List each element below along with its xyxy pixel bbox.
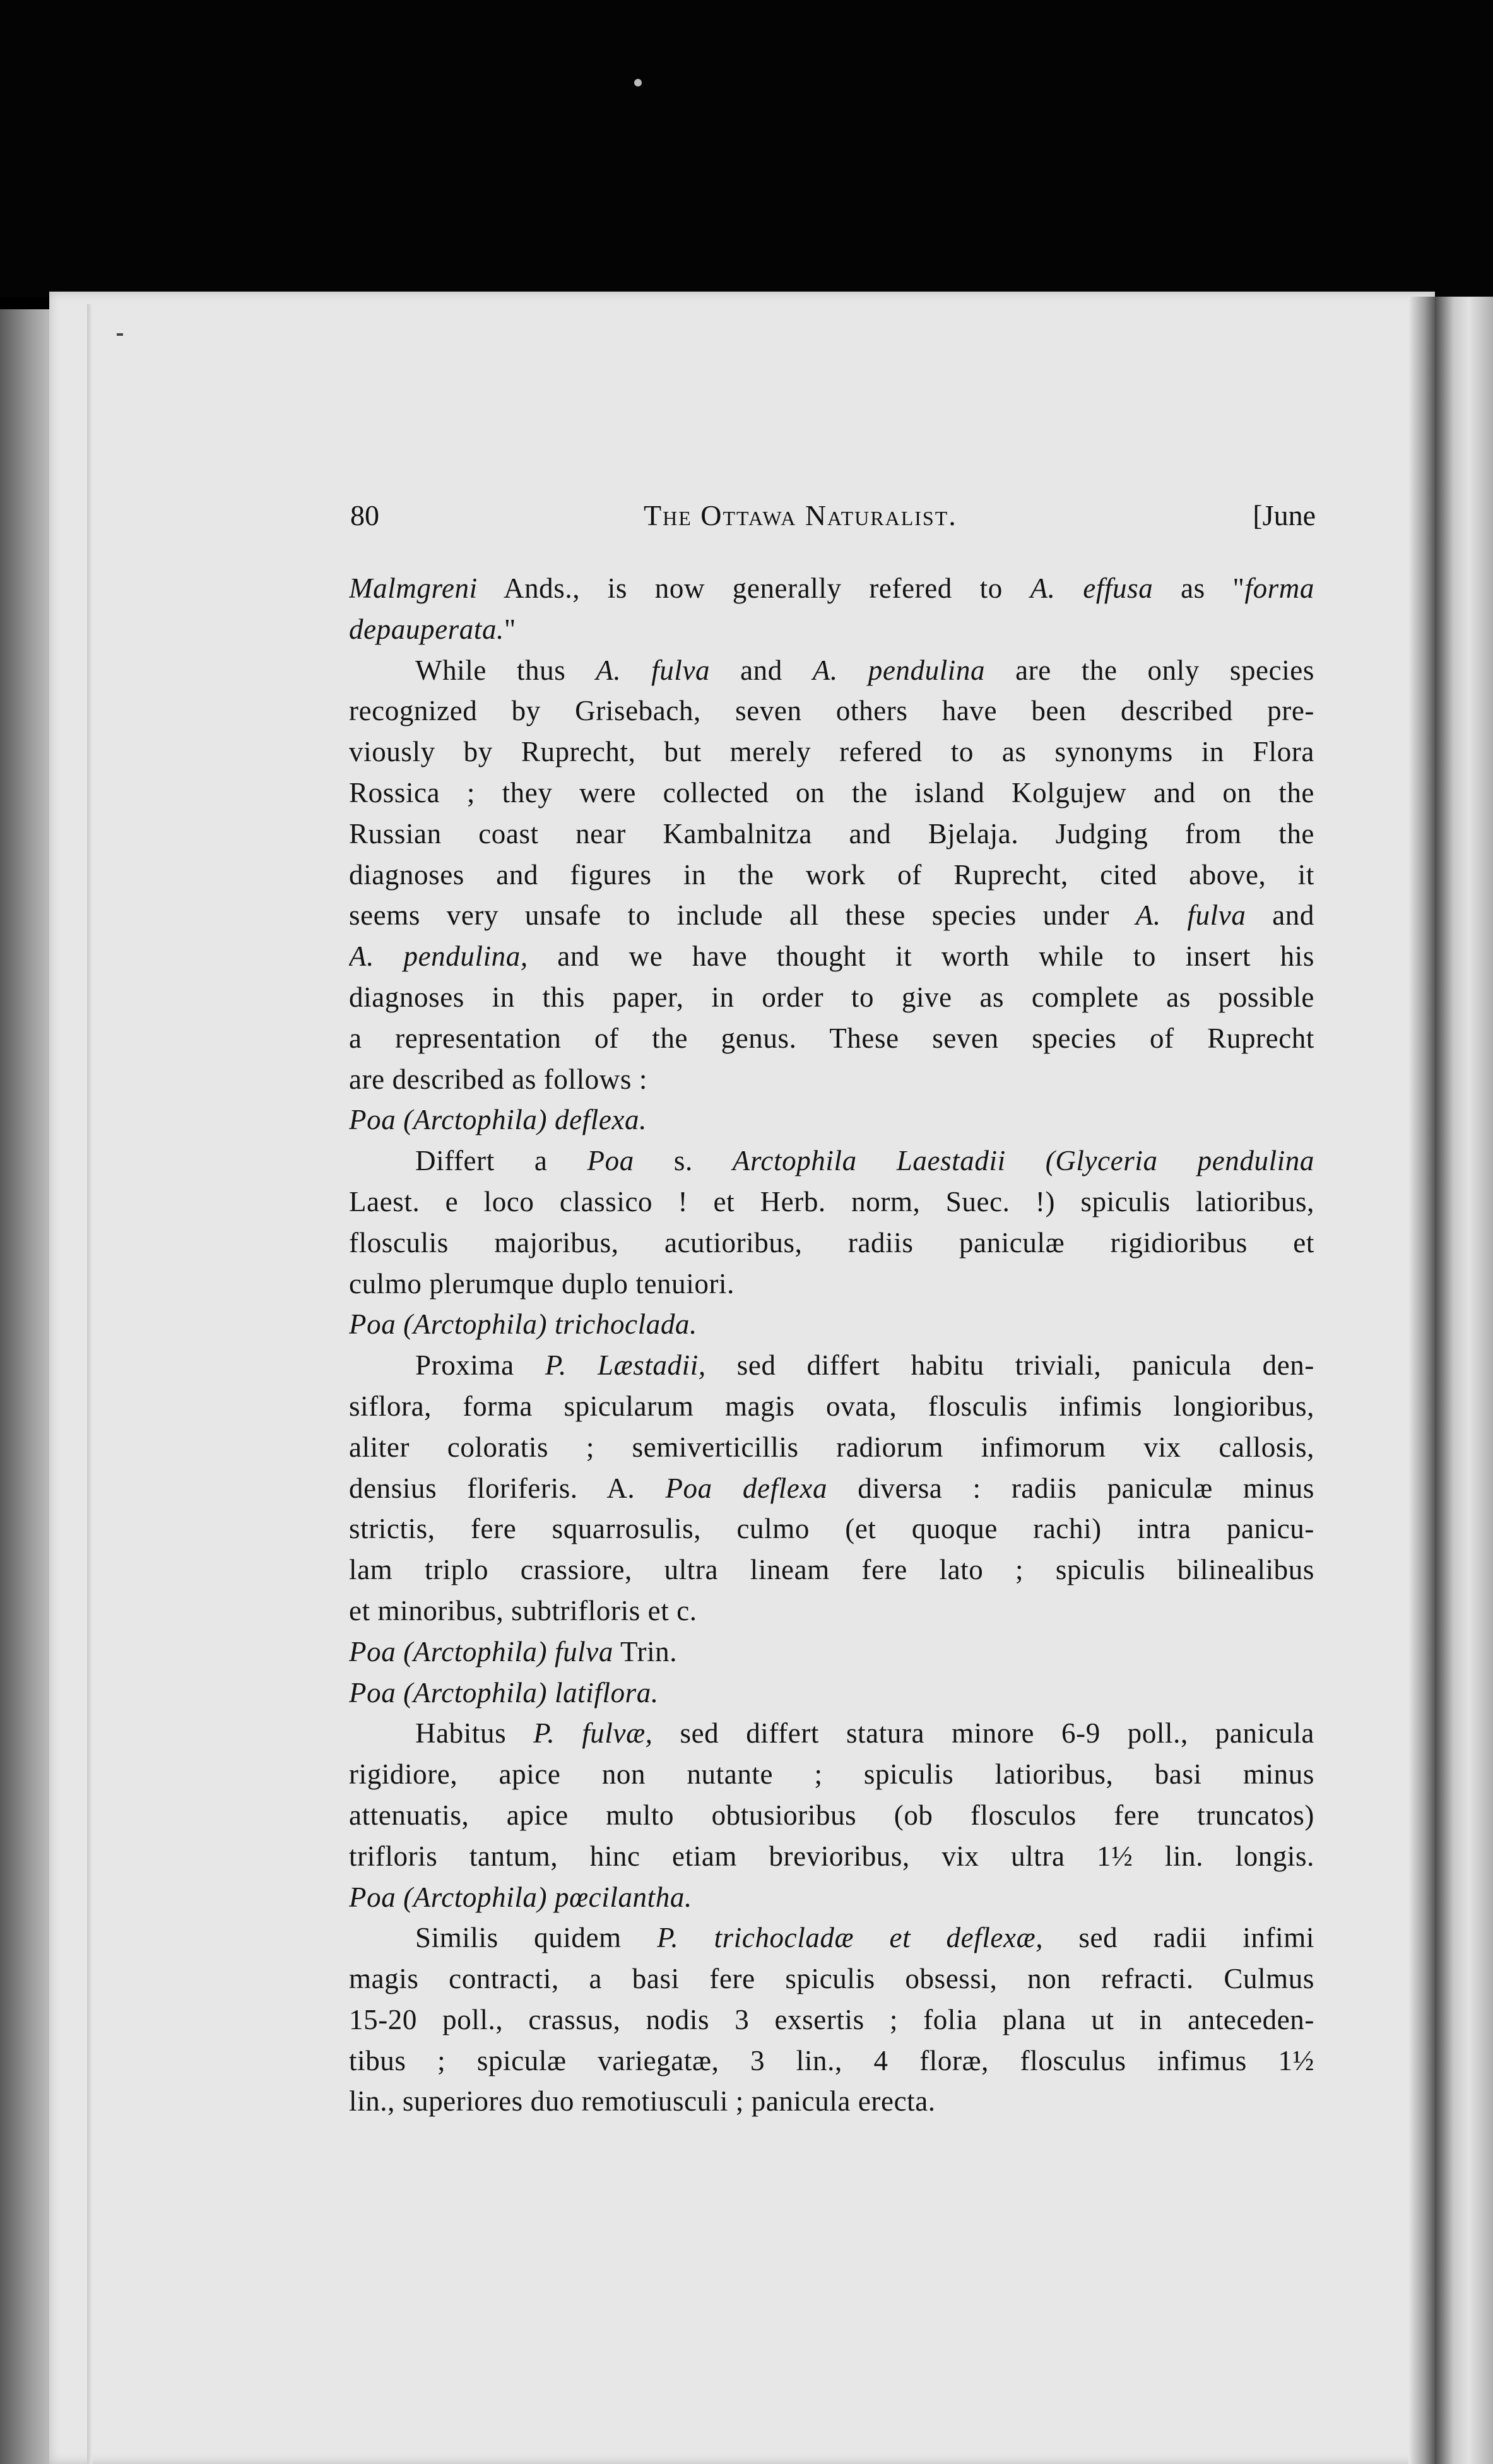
text-span: are described as follows : — [349, 1063, 647, 1095]
text-span: diversa : radiis paniculæ minus — [827, 1472, 1314, 1504]
issue-month: [June — [1253, 499, 1316, 531]
text-line — [349, 1958, 1314, 1999]
text-line — [349, 1182, 1314, 1223]
species-heading — [349, 1673, 1314, 1714]
text-line — [349, 1468, 1314, 1509]
text-span: trifloris tantum, hinc etiam brevioribus, vix ultra 1½ lin. longis. — [349, 1840, 1314, 1872]
text-span: Poa deflexa — [665, 1472, 828, 1504]
page-mark — [117, 333, 123, 336]
text-span: a representation of the genus. These seven species of Ruprecht — [349, 1022, 1314, 1054]
text-line — [349, 1223, 1314, 1264]
text-span: Poa (Arctophila) trichoclada. — [349, 1308, 697, 1341]
text-line — [349, 690, 1314, 732]
species-heading — [349, 1099, 1314, 1140]
text-span: magis contracti, a basi fere spiculis obsessi, non refracti. Culmus — [349, 1963, 1314, 1995]
text-line — [349, 609, 1314, 650]
text-span: P. trichocladæ et deflexæ, — [657, 1922, 1044, 1954]
scan-speck — [634, 79, 642, 86]
text-span: Similis quidem — [415, 1922, 658, 1954]
text-line — [349, 936, 1314, 977]
text-line — [349, 977, 1314, 1018]
text-span: Russian coast near Kambalnitza and Bjelaja. Judging from the — [349, 817, 1314, 850]
text-span: A. pendulina — [812, 654, 986, 686]
text-line — [349, 1917, 1314, 1958]
text-span: P. fulvæ, — [533, 1717, 653, 1750]
text-span: A. fulva — [596, 654, 711, 686]
text-span: sed differt statura minore 6-9 poll., panicula — [652, 1717, 1314, 1750]
text-line — [349, 650, 1314, 691]
species-heading — [349, 1632, 1314, 1673]
running-header — [350, 499, 1316, 543]
text-line — [349, 1386, 1314, 1427]
text-line — [349, 814, 1314, 855]
right-page-stack — [1432, 297, 1493, 2464]
text-line — [349, 1508, 1314, 1549]
text-span: strictis, fere squarrosulis, culmo (et quoque rachi) intra panicu- — [349, 1513, 1314, 1545]
text-span: seems very unsafe to include all these species under — [349, 899, 1136, 932]
text-span: tibus ; spiculæ variegatæ, 3 lin., 4 floræ, flosculus infimus 1½ — [349, 2044, 1314, 2076]
species-heading — [349, 1877, 1314, 1918]
text-span: Poa (Arctophila) deflexa. — [349, 1104, 647, 1136]
page-number: 80 — [350, 499, 379, 531]
text-line — [349, 1590, 1314, 1632]
text-span: recognized by Grisebach, seven others have been described pre- — [349, 695, 1314, 727]
text-span: Ands., is now generally refered to — [477, 572, 1030, 604]
text-span: Trin. — [613, 1635, 678, 1667]
text-line — [349, 1795, 1314, 1836]
page-right-shadow — [1408, 297, 1435, 2464]
text-span: flosculis majoribus, acutioribus, radiis paniculæ rigidioribus et — [349, 1226, 1314, 1259]
text-span: Arctophila Laestadii (Glyceria pendulina — [732, 1145, 1314, 1177]
body-text — [349, 568, 1314, 2122]
text-span: A. fulva — [1135, 899, 1246, 932]
text-span: lam triplo crassiore, ultra lineam fere lato ; spiculis bilinealibus — [349, 1554, 1314, 1586]
text-span: A. pendulina, — [349, 940, 528, 973]
scan-background — [0, 0, 1493, 297]
text-line — [349, 1999, 1314, 2040]
text-span: rigidiore, apice non nutante ; spiculis latioribus, basi minus — [349, 1758, 1314, 1791]
text-line — [349, 1754, 1314, 1795]
text-span: 15-20 poll., crassus, nodis 3 exsertis ; folia plana ut in anteceden- — [349, 2003, 1314, 2035]
left-page-edge — [0, 309, 50, 2464]
text-span: Habitus — [415, 1717, 534, 1750]
text-span: culmo plerumque duplo tenuiori. — [349, 1267, 735, 1300]
text-span: Differt a — [415, 1145, 587, 1177]
text-span: sed radii infimi — [1043, 1922, 1314, 1954]
journal-title: The Ottawa Naturalist. — [644, 499, 957, 531]
text-span: diagnoses in this paper, in order to give as complete as possible — [349, 981, 1314, 1013]
species-heading — [349, 1304, 1314, 1345]
text-span: et minoribus, subtrifloris et c. — [349, 1594, 697, 1626]
text-span: densius floriferis. A. — [349, 1472, 666, 1504]
text-span: siflora, forma spicularum magis ovata, flosculis infimis longioribus, — [349, 1390, 1314, 1422]
text-span: lin., superiores duo remotiusculi ; panicula erecta. — [349, 2085, 936, 2118]
text-span: and we have thought it worth while to insert his — [528, 940, 1314, 973]
text-span: s. — [634, 1145, 733, 1177]
text-span: Poa (Arctophila) fulva — [349, 1635, 613, 1667]
text-line — [349, 1549, 1314, 1590]
text-span: attenuatis, apice multo obtusioribus (ob flosculos fere truncatos) — [349, 1799, 1314, 1831]
text-span: A. effusa — [1030, 572, 1154, 604]
text-line — [349, 2081, 1314, 2122]
text-span: aliter coloratis ; semiverticillis radiorum infimorum vix callosis, — [349, 1431, 1314, 1463]
text-line — [349, 1059, 1314, 1100]
text-line — [349, 773, 1314, 814]
text-line — [349, 1345, 1314, 1386]
text-line — [349, 1140, 1314, 1182]
text-span: Proxima — [415, 1349, 545, 1382]
text-span: as " — [1153, 572, 1245, 604]
text-span: Poa (Arctophila) latiflora. — [349, 1676, 659, 1709]
text-span: forma — [1244, 572, 1314, 604]
text-line — [349, 1018, 1314, 1059]
text-span: and — [1246, 899, 1314, 932]
text-span: Poa (Arctophila) pœcilantha. — [349, 1881, 692, 1913]
text-span: are the only species — [985, 654, 1314, 686]
text-line — [349, 1427, 1314, 1468]
text-line — [349, 568, 1314, 609]
text-span: viously by Ruprecht, but merely refered to as synonyms in Flora — [349, 736, 1314, 768]
text-line — [349, 895, 1314, 936]
text-span: and — [710, 654, 813, 686]
text-line — [349, 855, 1314, 896]
text-line — [349, 1713, 1314, 1754]
text-span: Poa — [587, 1145, 634, 1177]
page-shadow — [87, 304, 92, 2464]
text-span: Rossica ; they were collected on the island Kolgujew and on the — [349, 776, 1314, 808]
text-span: sed differt habitu triviali, panicula den- — [705, 1349, 1314, 1382]
text-span: " — [504, 613, 516, 645]
text-span: depauperata. — [349, 613, 504, 645]
text-span: While thus — [415, 654, 596, 686]
text-span: diagnoses and figures in the work of Ruprecht, cited above, it — [349, 858, 1314, 891]
text-line — [349, 2040, 1314, 2082]
text-line — [349, 1836, 1314, 1877]
text-line — [349, 1264, 1314, 1305]
text-span: Malmgreni — [349, 572, 478, 604]
text-line — [349, 732, 1314, 773]
text-span: Laest. e loco classico ! et Herb. norm, Suec. !) spiculis latioribus, — [349, 1185, 1314, 1217]
text-span: P. Læstadii, — [545, 1349, 706, 1382]
